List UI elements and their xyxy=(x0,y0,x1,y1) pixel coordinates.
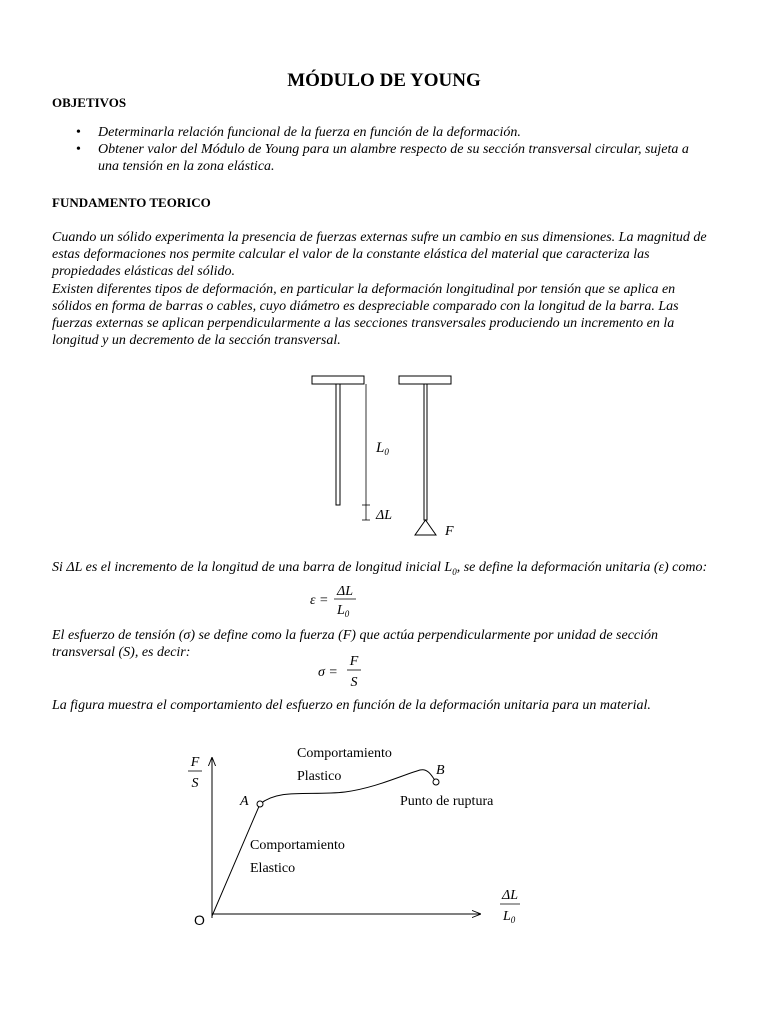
plastic-label-line-1: Comportamiento xyxy=(297,746,392,761)
objetivos-heading: OBJETIVOS xyxy=(52,95,127,110)
force-label: F xyxy=(445,524,454,539)
objetivos-list xyxy=(52,124,712,175)
strain-lhs: ε = xyxy=(310,593,329,608)
y-axis-denominator: S xyxy=(191,776,199,791)
stress-numerator: F xyxy=(349,654,359,669)
fundamento-paragraph-1: Cuando un sólido experimenta la presencia de fuerzas externas sufre un cambio en sus dimensiones. La magnitud de estas deformaciones nos permite calcular el valor de la constante elástica del material que caracteriza las propiedades elásticas del sólido. xyxy=(52,230,707,279)
page-title: MÓDULO DE YOUNG xyxy=(287,70,481,91)
left-support xyxy=(312,376,364,384)
list-item: • Determinarla relación funcional de la fuerza en función de la deformación. xyxy=(52,124,712,141)
strain-formula xyxy=(300,580,380,622)
stress-formula xyxy=(310,650,380,692)
fundamento-heading: FUNDAMENTO TEORICO xyxy=(52,195,211,210)
rupture-label: Punto de ruptura xyxy=(400,794,494,809)
graph-intro: La figura muestra el comportamiento del esfuerzo en función de la deformación unitaria para un material. xyxy=(52,698,651,713)
delta-label: ΔL xyxy=(376,508,393,523)
stress-definition: El esfuerzo de tensión (σ) se define como la fuerza (F) que actúa perpendicularmente por unidad de sección transversal (S), es decir: xyxy=(52,628,659,660)
x-axis-numerator: ΔL xyxy=(501,888,519,903)
x-axis-denominator: $L_0$ xyxy=(503,909,516,925)
y-axis-numerator: F xyxy=(190,755,200,770)
strain-definition: Si ΔL es el incremento de la longitud de una barra de longitud inicial $L_0$, se define la deformación unitaria (ε) como: xyxy=(52,560,708,577)
point-b-label: B xyxy=(436,763,445,778)
stress-strain-graph xyxy=(180,740,550,935)
right-support xyxy=(399,376,451,384)
right-bar xyxy=(424,384,427,520)
strain-numerator: ΔL xyxy=(336,584,354,599)
strain-denominator: $L_0$ xyxy=(337,603,350,619)
bar-deformation-figure xyxy=(300,368,470,543)
load-weight xyxy=(415,520,436,535)
length-label: $L_0$ xyxy=(376,440,389,457)
plastic-label-line-2: Plastico xyxy=(297,769,342,784)
stress-denominator: S xyxy=(350,675,358,690)
list-item: • Obtener valor del Módulo de Young para un alambre respecto de su sección transversal circular, sujeta a una tensión en la zona elástica. xyxy=(52,141,712,175)
point-a-label: A xyxy=(240,794,249,809)
origin-label: O xyxy=(194,912,205,928)
elastic-label-line-1: Comportamiento xyxy=(250,838,345,853)
left-bar xyxy=(336,384,340,505)
stress-lhs: σ = xyxy=(318,665,338,680)
point-a-marker xyxy=(257,801,263,807)
elastic-label-line-2: Elastico xyxy=(250,861,296,876)
point-b-marker xyxy=(433,779,439,785)
fundamento-paragraph-2: Existen diferentes tipos de deformación, en particular la deformación longitudinal por tensión que se aplica en sólidos en forma de barras o cables, cuyo diámetro es despreciable comparado con la longitud de la barra. Las fuerzas externas se aplican perpendicularmente a las secciones transversales produciendo un incremento en la longitud y un decremento de la sección transversal. xyxy=(52,282,679,348)
